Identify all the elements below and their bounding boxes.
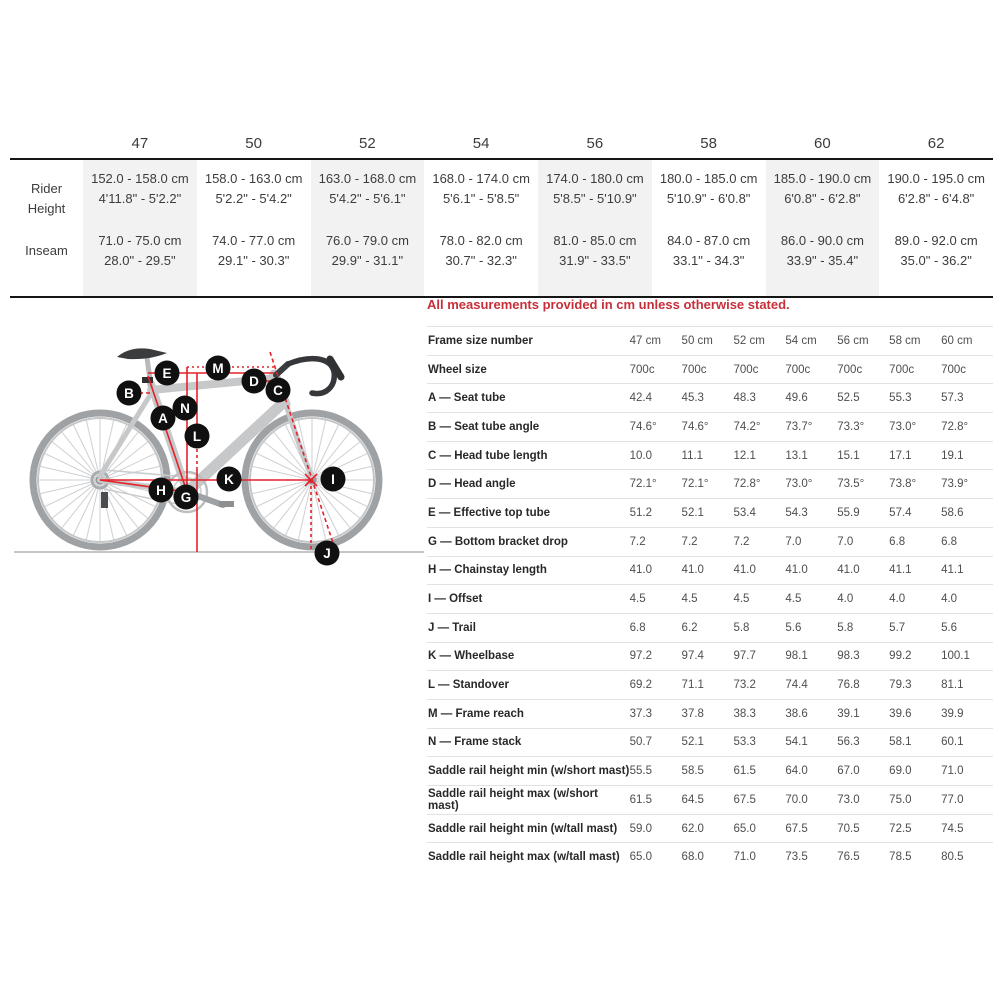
geometry-value: 47 cm (629, 334, 661, 347)
geometry-value: 38.3 (733, 707, 756, 720)
geometry-value: 42.4 (629, 392, 653, 405)
rider-height-cm: 190.0 - 195.0 cm (887, 171, 985, 186)
inseam-cell (879, 216, 993, 296)
geometry-value: 4.0 (941, 593, 958, 606)
geometry-value: 17.1 (889, 449, 912, 462)
geometry-value: 4.5 (733, 593, 750, 606)
size-column (879, 160, 993, 296)
geometry-value: 64.5 (681, 793, 704, 806)
geometry-value: 64.0 (785, 765, 808, 778)
diagram-label-letter: G (180, 489, 192, 505)
size-table-body (10, 160, 993, 296)
inseam-cell (652, 216, 766, 296)
rider-height-imperial: 5'4.2" - 5'6.1" (329, 191, 406, 206)
geometry-value: 7.0 (785, 535, 802, 548)
geometry-row (427, 383, 993, 412)
geometry-value: 97.2 (629, 650, 653, 663)
geometry-value: 81.1 (941, 679, 964, 692)
geometry-value: 73.0° (889, 420, 917, 433)
inseam-imperial: 30.7" - 32.3" (445, 253, 517, 268)
size-column (83, 160, 197, 296)
size-column-header: 56 (586, 134, 604, 152)
rider-height-cm: 168.0 - 174.0 cm (432, 171, 530, 186)
geometry-value: 15.1 (837, 449, 860, 462)
geometry-value: 65.0 (629, 851, 653, 864)
diagram-label-letter: C (273, 382, 283, 398)
diagram-label-letter: B (124, 385, 134, 401)
rider-height-imperial: 6'0.8" - 6'2.8" (784, 191, 861, 206)
geometry-value: 74.2° (733, 420, 761, 433)
geometry-value: 4.5 (681, 593, 698, 606)
geometry-value: 74.6° (681, 420, 709, 433)
geometry-value: 11.1 (681, 449, 704, 462)
rider-height-imperial: 5'8.5" - 5'10.9" (553, 191, 637, 206)
diagram-label-letter: D (249, 373, 259, 389)
geometry-row-label: M — Frame reach (428, 707, 524, 720)
geometry-value: 54 cm (785, 334, 817, 347)
geometry-row-label: Saddle rail height min (w/tall mast) (428, 822, 618, 835)
geometry-row-label: Saddle rail height min (w/short mast) (428, 765, 630, 778)
rider-height-cm: 163.0 - 168.0 cm (318, 171, 417, 186)
geometry-value: 73.2 (733, 679, 756, 692)
rider-height-cell (424, 160, 538, 216)
geometry-table (427, 326, 993, 871)
geometry-value: 97.4 (681, 650, 704, 663)
inseam-cell (766, 216, 880, 296)
geometry-row (427, 527, 993, 556)
geometry-row (427, 728, 993, 757)
geometry-value: 73.8° (889, 478, 917, 491)
geometry-value: 72.5 (889, 822, 912, 835)
inseam-cm: 84.0 - 87.0 cm (667, 233, 751, 248)
geometry-value: 55.5 (629, 765, 653, 778)
geometry-value: 52.1 (681, 506, 704, 519)
geometry-value: 72.1° (681, 478, 709, 491)
geometry-value: 76.8 (837, 679, 860, 692)
geometry-row (427, 756, 993, 785)
geometry-value: 74.5 (941, 822, 964, 835)
geometry-row-label: I — Offset (428, 593, 483, 606)
size-column (766, 160, 880, 296)
rider-height-cell (197, 160, 311, 216)
geometry-value: 51.2 (629, 506, 653, 519)
size-column (311, 160, 425, 296)
geometry-value: 60.1 (941, 736, 964, 749)
geometry-value: 700c (733, 363, 759, 376)
geometry-value: 70.0 (785, 793, 808, 806)
geometry-value: 52.1 (681, 736, 704, 749)
geometry-value: 73.0 (837, 793, 860, 806)
rider-height-cell (766, 160, 880, 216)
geometry-row (427, 355, 993, 384)
geometry-value: 58.5 (681, 765, 704, 778)
geometry-row (427, 842, 993, 871)
geometry-row (427, 613, 993, 642)
geometry-row-label: N — Frame stack (428, 736, 522, 749)
geometry-value: 48.3 (733, 392, 756, 405)
inseam-cm: 81.0 - 85.0 cm (553, 233, 637, 248)
inseam-cm: 86.0 - 90.0 cm (780, 233, 864, 248)
rider-height-cell (652, 160, 766, 216)
geometry-row (427, 584, 993, 613)
geometry-row (427, 326, 993, 355)
rider-height-cm: 174.0 - 180.0 cm (546, 171, 644, 186)
rider-height-imperial: 5'6.1" - 5'8.5" (442, 191, 520, 206)
geometry-value: 50.7 (629, 736, 653, 749)
inseam-cell (311, 216, 425, 296)
geometry-value: 6.8 (889, 535, 906, 548)
rider-height-imperial: 6'2.8" - 6'4.8" (897, 191, 975, 206)
rider-height-row-label (10, 170, 83, 226)
inseam-imperial: 29.9" - 31.1" (331, 253, 404, 268)
rider-height-cm: 180.0 - 185.0 cm (659, 171, 758, 186)
inseam-imperial: 35.0" - 36.2" (900, 253, 972, 268)
geometry-value: 19.1 (941, 449, 964, 462)
measurements-note: All measurements provided in cm unless otherwise stated. (427, 297, 790, 312)
geometry-value: 55.9 (837, 506, 860, 519)
rider-height-label-line1: Rider (30, 181, 63, 196)
geometry-value: 58.1 (889, 736, 912, 749)
geometry-value: 41.1 (889, 564, 912, 577)
diagram-label-letter: A (158, 410, 168, 426)
size-table-row-labels (10, 160, 83, 296)
size-column-header: 50 (245, 134, 262, 152)
geometry-value: 37.8 (681, 707, 704, 720)
geometry-value: 61.5 (733, 765, 756, 778)
geometry-value: 6.2 (681, 621, 698, 634)
diagram-label-letter: L (192, 428, 202, 444)
geometry-value: 100.1 (941, 650, 970, 663)
geometry-value: 5.6 (941, 621, 958, 634)
geometry-value: 69.2 (629, 679, 653, 692)
geometry-row-label: E — Effective top tube (428, 506, 551, 519)
geometry-value: 73.3° (837, 420, 865, 433)
geometry-value: 67.0 (837, 765, 860, 778)
geometry-row (427, 441, 993, 470)
inseam-row-label (10, 226, 83, 286)
geometry-row-label: Frame size number (428, 334, 533, 347)
inseam-imperial: 28.0" - 29.5" (104, 253, 176, 268)
size-column (197, 160, 311, 296)
size-fit-table (10, 128, 993, 298)
diagram-label-letter: M (212, 360, 224, 376)
size-table-corner-cell (10, 128, 83, 158)
geometry-value: 52 cm (733, 334, 765, 347)
geometry-value: 80.5 (941, 851, 964, 864)
geometry-value: 98.3 (837, 650, 860, 663)
geometry-value: 5.8 (733, 621, 750, 634)
geometry-value: 41.1 (941, 564, 964, 577)
rider-height-imperial: 5'2.2" - 5'4.2" (215, 191, 292, 206)
geometry-value: 10.0 (629, 449, 653, 462)
geometry-value: 41.0 (785, 564, 808, 577)
geometry-value: 5.7 (889, 621, 906, 634)
geometry-value: 71.0 (941, 765, 964, 778)
geometry-value: 56 cm (837, 334, 869, 347)
inseam-imperial: 33.1" - 34.3" (672, 253, 745, 268)
geometry-value: 7.0 (837, 535, 854, 548)
diagram-label-letter: K (224, 471, 234, 487)
geometry-value: 5.6 (785, 621, 802, 634)
inseam-imperial: 33.9" - 35.4" (786, 253, 859, 268)
geometry-value: 70.5 (837, 822, 860, 835)
geometry-value: 700c (785, 363, 811, 376)
inseam-cell (538, 216, 652, 296)
geometry-value: 57.3 (941, 392, 964, 405)
size-column (652, 160, 766, 296)
rider-height-cm: 158.0 - 163.0 cm (204, 171, 303, 186)
geometry-value: 97.7 (733, 650, 756, 663)
geometry-value: 69.0 (889, 765, 912, 778)
geometry-value: 5.8 (837, 621, 854, 634)
geometry-value: 7.2 (733, 535, 750, 548)
geometry-value: 72.8° (941, 420, 969, 433)
geometry-row (427, 785, 993, 814)
geometry-value: 38.6 (785, 707, 808, 720)
inseam-cm: 78.0 - 82.0 cm (439, 233, 523, 248)
geometry-value: 98.1 (785, 650, 808, 663)
geometry-value: 6.8 (629, 621, 646, 634)
geometry-value: 4.0 (837, 593, 854, 606)
size-column-header: 47 (131, 134, 149, 152)
geometry-value: 54.1 (785, 736, 808, 749)
geometry-value: 53.3 (733, 736, 756, 749)
geometry-row-label: A — Seat tube (428, 392, 506, 405)
geometry-value: 58 cm (889, 334, 921, 347)
geometry-value: 700c (889, 363, 915, 376)
geometry-value: 7.2 (681, 535, 698, 548)
inseam-cm: 74.0 - 77.0 cm (212, 233, 296, 248)
geometry-value: 12.1 (733, 449, 756, 462)
geometry-value: 74.4 (785, 679, 808, 692)
geometry-value: 41.0 (733, 564, 756, 577)
geometry-value: 39.9 (941, 707, 964, 720)
geometry-row (427, 412, 993, 441)
geometry-value: 68.0 (681, 851, 704, 864)
geometry-value: 41.0 (681, 564, 704, 577)
geometry-value: 99.2 (889, 650, 912, 663)
rider-height-imperial: 5'10.9" - 6'0.8" (666, 191, 751, 206)
geometry-value: 4.5 (785, 593, 802, 606)
geometry-value: 53.4 (733, 506, 756, 519)
inseam-cm: 76.0 - 79.0 cm (325, 233, 409, 248)
geometry-value: 57.4 (889, 506, 912, 519)
geometry-value: 6.8 (941, 535, 958, 548)
geometry-row (427, 469, 993, 498)
geometry-value: 700c (681, 363, 707, 376)
geometry-row-label: H — Chainstay length (428, 564, 547, 577)
geometry-row-label: Saddle rail height max (w/short mast) (428, 787, 598, 812)
geometry-value: 75.0 (889, 793, 912, 806)
geometry-value: 58.6 (941, 506, 964, 519)
geometry-row-label: C — Head tube length (428, 449, 548, 462)
inseam-label: Inseam (25, 243, 68, 258)
rider-height-cm: 185.0 - 190.0 cm (773, 171, 872, 186)
geometry-value: 54.3 (785, 506, 808, 519)
geometry-value: 37.3 (629, 707, 653, 720)
geometry-row (427, 814, 993, 843)
inseam-cm: 71.0 - 75.0 cm (98, 233, 182, 248)
geometry-value: 700c (629, 363, 655, 376)
geometry-value: 61.5 (629, 793, 653, 806)
geometry-value: 7.2 (629, 535, 646, 548)
inseam-cell (83, 216, 197, 296)
geometry-value: 4.5 (629, 593, 646, 606)
geometry-row (427, 556, 993, 585)
geometry-value: 76.5 (837, 851, 860, 864)
size-column (538, 160, 652, 296)
geometry-value: 700c (941, 363, 967, 376)
geometry-value: 56.3 (837, 736, 860, 749)
geometry-value: 72.1° (629, 478, 657, 491)
geometry-row-label: J — Trail (428, 621, 476, 634)
size-column-header: 52 (359, 134, 376, 152)
geometry-value: 41.0 (629, 564, 653, 577)
geometry-value: 71.0 (733, 851, 756, 864)
rider-height-cell (538, 160, 652, 216)
geometry-value: 65.0 (733, 822, 756, 835)
geometry-value: 72.8° (733, 478, 761, 491)
size-column-header: 54 (472, 134, 490, 152)
geometry-row-label: L — Standover (428, 679, 509, 692)
geometry-value: 700c (837, 363, 863, 376)
geometry-value: 73.9° (941, 478, 969, 491)
geometry-row (427, 699, 993, 728)
bike-geometry-diagram (0, 325, 430, 570)
diagram-label-letter: E (162, 365, 172, 381)
geometry-row (427, 498, 993, 527)
diagram-label-letter: I (331, 471, 335, 487)
inseam-imperial: 29.1" - 30.3" (217, 253, 290, 268)
geometry-value: 59.0 (629, 822, 653, 835)
geometry-row-label: B — Seat tube angle (428, 420, 540, 433)
geometry-value: 67.5 (733, 793, 756, 806)
inseam-cell (424, 216, 538, 296)
geometry-value: 49.6 (785, 392, 808, 405)
diagram-label-letter: J (323, 545, 331, 561)
geometry-value: 4.0 (889, 593, 906, 606)
geometry-value: 60 cm (941, 334, 973, 347)
geometry-value: 73.5° (837, 478, 865, 491)
rider-height-label-line2: Height (27, 201, 66, 216)
size-column-header: 62 (927, 134, 945, 152)
inseam-cell (197, 216, 311, 296)
size-column (424, 160, 538, 296)
size-column-header: 60 (814, 134, 831, 152)
geometry-value: 41.0 (837, 564, 860, 577)
geometry-value: 78.5 (889, 851, 912, 864)
diagram-label-letter: H (156, 482, 166, 498)
diagram-label-letter: N (180, 400, 190, 416)
geometry-value: 73.7° (785, 420, 813, 433)
rider-height-cell (311, 160, 425, 216)
geometry-value: 39.6 (889, 707, 912, 720)
geometry-value: 79.3 (889, 679, 912, 692)
size-table-header-row (10, 128, 993, 158)
rider-height-cell (879, 160, 993, 216)
geometry-row-label: G — Bottom bracket drop (428, 535, 568, 548)
geometry-value: 45.3 (681, 392, 704, 405)
geometry-row-label: Saddle rail height max (w/tall mast) (428, 851, 620, 864)
geometry-value: 77.0 (941, 793, 964, 806)
inseam-imperial: 31.9" - 33.5" (559, 253, 631, 268)
geometry-value: 39.1 (837, 707, 860, 720)
geometry-value: 50 cm (681, 334, 713, 347)
geometry-value: 67.5 (785, 822, 808, 835)
geometry-row (427, 642, 993, 671)
size-column-header: 58 (700, 134, 717, 152)
geometry-value: 73.5 (785, 851, 808, 864)
geometry-row-label: D — Head angle (428, 478, 516, 491)
geometry-value: 71.1 (681, 679, 704, 692)
rider-height-cm: 152.0 - 158.0 cm (91, 171, 189, 186)
geometry-value: 62.0 (681, 822, 704, 835)
rider-height-cell (83, 160, 197, 216)
inseam-cm: 89.0 - 92.0 cm (894, 233, 978, 248)
rider-height-imperial: 4'11.8" - 5'2.2" (98, 191, 182, 206)
geometry-value: 52.5 (837, 392, 860, 405)
geometry-value: 55.3 (889, 392, 912, 405)
geometry-value: 74.6° (629, 420, 657, 433)
geometry-row-label: K — Wheelbase (428, 650, 515, 663)
geometry-row (427, 670, 993, 699)
geometry-row-label: Wheel size (428, 363, 487, 376)
geometry-value: 73.0° (785, 478, 813, 491)
geometry-value: 13.1 (785, 449, 808, 462)
